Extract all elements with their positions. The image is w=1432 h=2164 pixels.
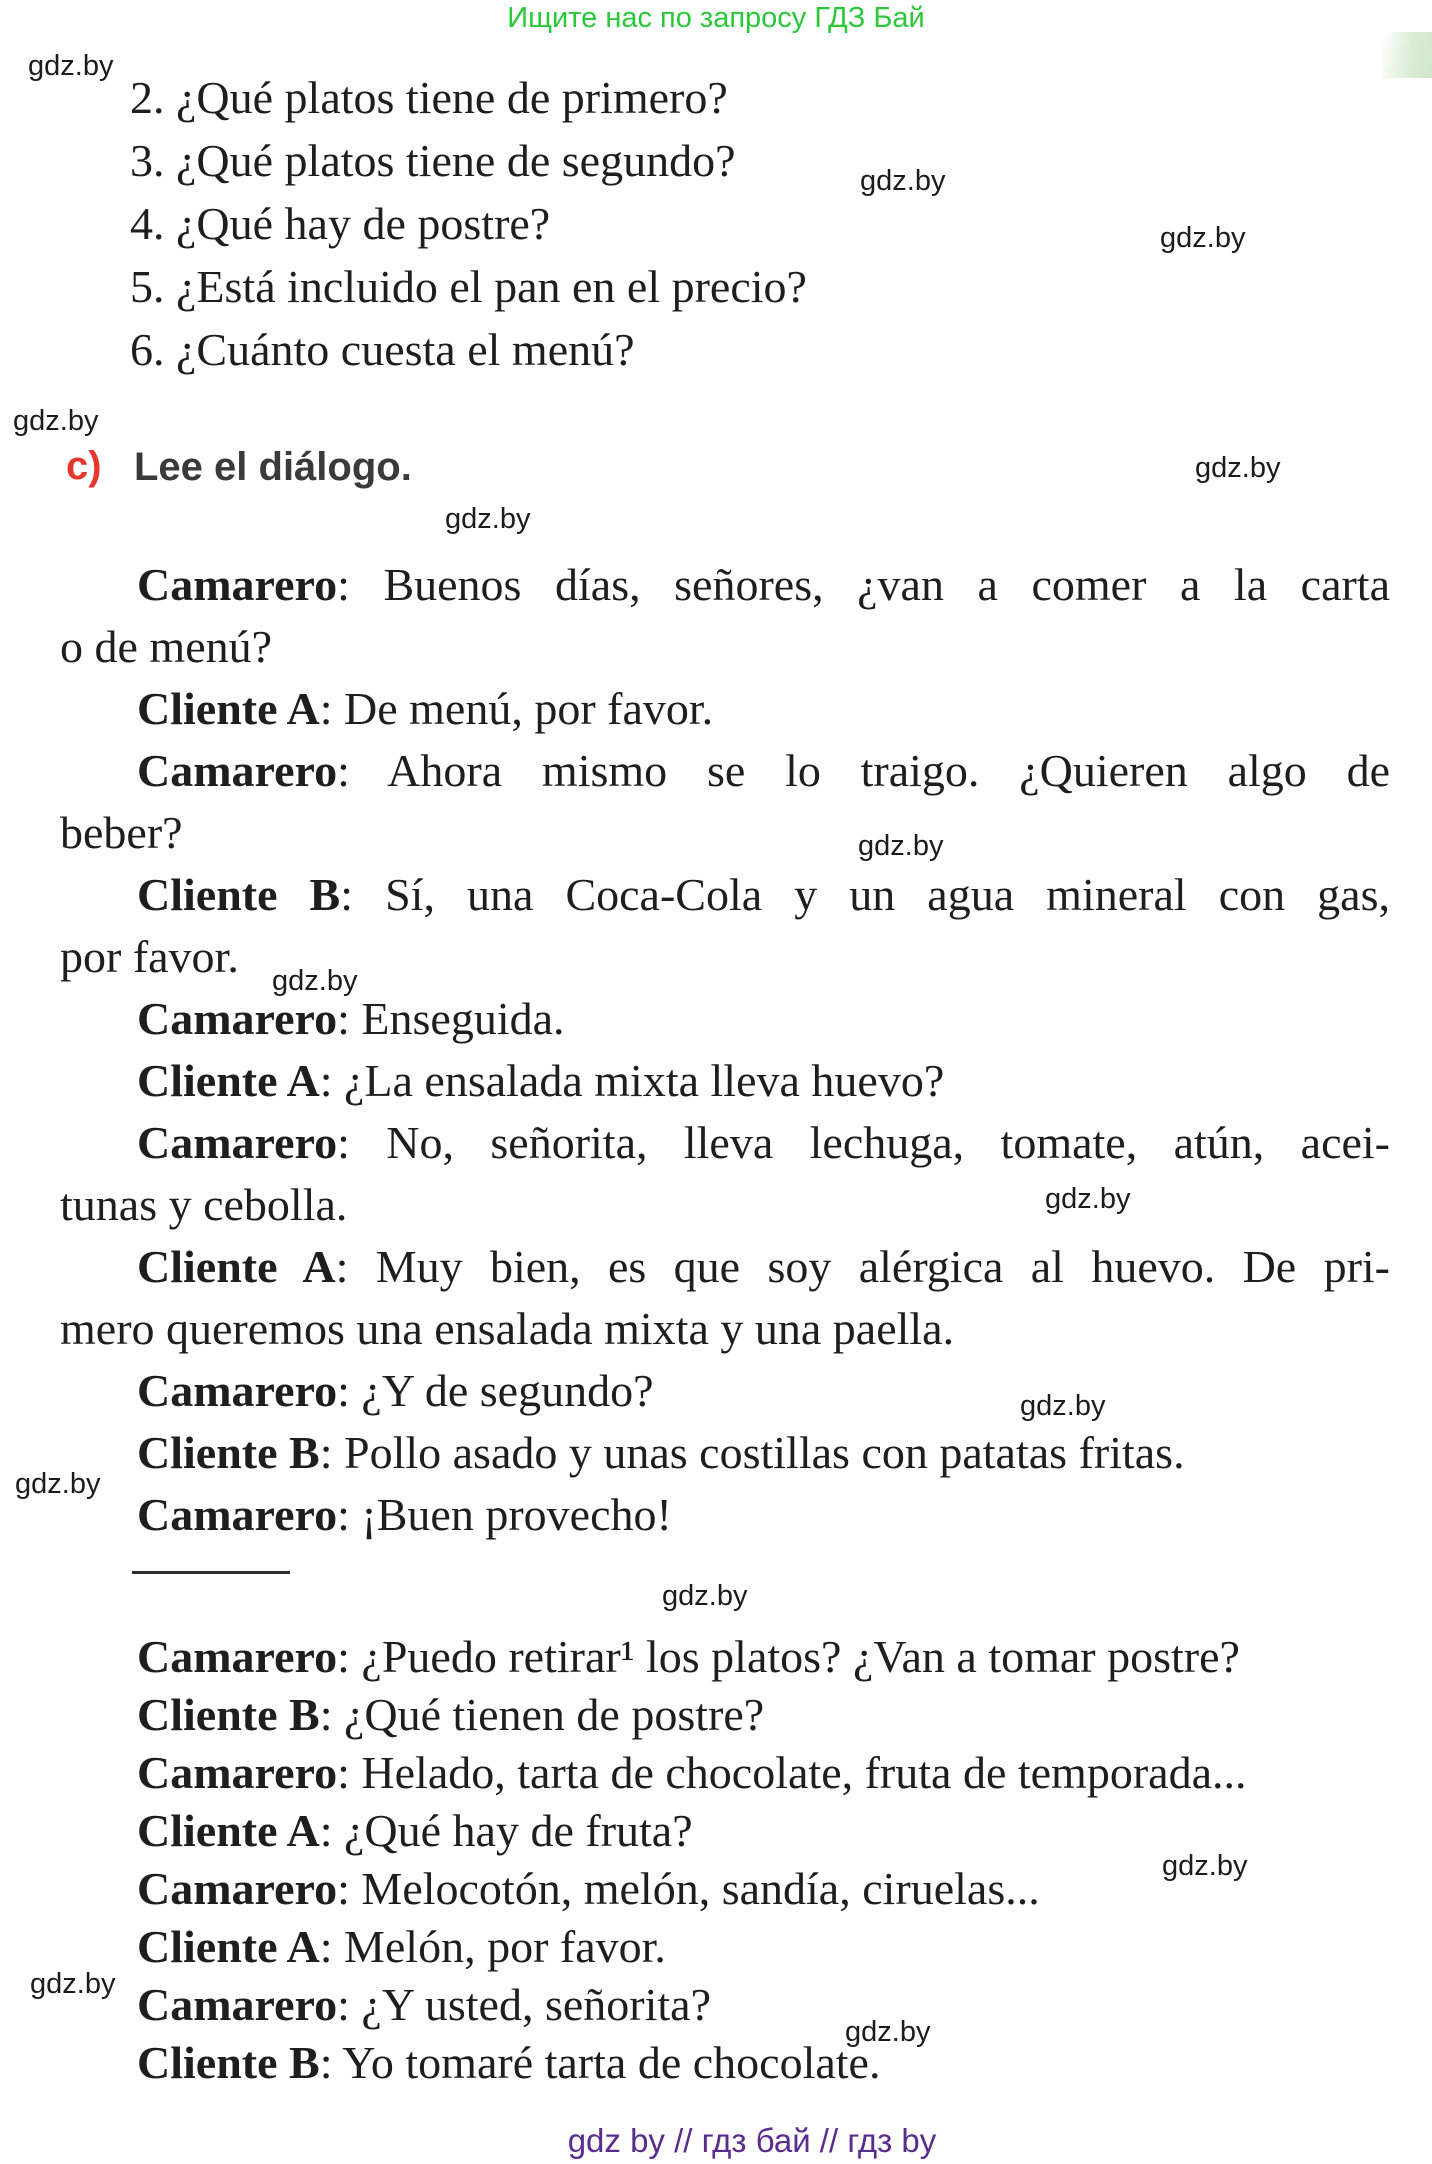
speaker-name: Camarero — [137, 1631, 338, 1682]
watermark-text: gdz.by — [860, 165, 946, 197]
dialogue-paragraph — [60, 740, 1390, 864]
dialogue-paragraph — [60, 1050, 1390, 1112]
dialogue-line: Cliente A: ¿Qué hay de fruta? — [137, 1805, 693, 1856]
speaker-name: Cliente B — [137, 2037, 320, 2088]
dialogue-line: beber? — [60, 807, 183, 858]
promo-banner-top: Ищите нас по запросу ГДЗ Бай — [507, 2, 925, 34]
speaker-name: Camarero — [137, 1863, 338, 1914]
dialogue-paragraph — [60, 1976, 1390, 2034]
dialogue-line: por favor. — [60, 931, 239, 982]
dialogue-paragraph — [60, 554, 1390, 678]
question-number: 5. — [130, 261, 165, 312]
dialogue-line: Camarero: ¿Y de segundo? — [137, 1365, 654, 1416]
dialogue-line: Cliente A: De menú, por favor. — [137, 683, 714, 734]
dialogue-paragraph — [60, 1236, 1390, 1360]
question-text: ¿Cuánto cuesta el menú? — [164, 324, 635, 375]
speaker-name: Cliente A — [137, 1241, 336, 1292]
speaker-name: Cliente A — [137, 683, 320, 734]
dialogue-paragraph — [60, 1686, 1390, 1744]
dialogue-line: Camarero: Helado, tarta de chocolate, fruta de temporada... — [137, 1747, 1247, 1798]
promo-banner-bottom: gdz by // гдз бай // гдз by — [567, 2122, 937, 2159]
speaker-name: Cliente A — [137, 1805, 320, 1856]
speaker-name: Camarero — [137, 1747, 338, 1798]
question-item — [130, 192, 807, 255]
dialogue-line: Cliente A: Muy bien, es que soy alérgica al huevo. De pri- — [137, 1241, 1390, 1292]
dialogue-line: Cliente B: ¿Qué tienen de postre? — [137, 1689, 765, 1740]
watermark-text: gdz.by — [13, 405, 99, 437]
dialogue-paragraph — [60, 988, 1390, 1050]
speaker-name: Camarero — [137, 559, 338, 610]
dialogue-paragraph — [60, 678, 1390, 740]
speaker-name: Cliente B — [137, 1689, 320, 1740]
question-number: 4. — [130, 198, 165, 249]
dialogue-line: Camarero: Melocotón, melón, sandía, ciruelas... — [137, 1863, 1040, 1914]
dialogue-part-1 — [60, 554, 1390, 1546]
watermark-text: gdz.by — [272, 965, 358, 997]
question-text: ¿Qué platos tiene de primero? — [164, 72, 728, 123]
task-instruction: Lee el diálogo. — [134, 445, 412, 489]
watermark-text: gdz.by — [662, 1580, 748, 1612]
dialogue-paragraph — [60, 1112, 1390, 1236]
speaker-name: Camarero — [137, 1489, 338, 1540]
question-list — [130, 66, 807, 381]
speaker-name: Cliente B — [137, 1427, 320, 1478]
speaker-name: Cliente B — [137, 869, 341, 920]
dialogue-line: Camarero: Buenos días, señores, ¿van a comer a la carta — [137, 559, 1390, 610]
speaker-name: Cliente A — [137, 1055, 320, 1106]
task-letter-label: c) — [66, 444, 102, 488]
watermark-text: gdz.by — [1045, 1183, 1131, 1215]
dialogue-line: Camarero: ¡Buen provecho! — [137, 1489, 672, 1540]
question-text: ¿Está incluido el pan en el precio? — [164, 261, 807, 312]
dialogue-line: Camarero: ¿Puedo retirar¹ los platos? ¿Van a tomar postre? — [137, 1631, 1240, 1682]
speaker-name: Camarero — [137, 745, 338, 796]
watermark-text: gdz.by — [30, 1968, 116, 2000]
dialogue-line: Cliente A: Melón, por favor. — [137, 1921, 666, 1972]
dialogue-paragraph — [60, 1360, 1390, 1422]
dialogue-paragraph — [60, 1422, 1390, 1484]
section-divider-rule — [132, 1571, 290, 1574]
watermark-text: gdz.by — [858, 830, 944, 862]
speaker-name: Camarero — [137, 1117, 338, 1168]
dialogue-line: Camarero: Ahora mismo se lo traigo. ¿Quieren algo de — [137, 745, 1390, 796]
dialogue-line: Camarero: Enseguida. — [137, 993, 565, 1044]
question-number: 3. — [130, 135, 165, 186]
dialogue-line: Cliente B: Sí, una Coca-Cola y un agua mineral con gas, — [137, 869, 1390, 920]
dialogue-line: Cliente A: ¿La ensalada mixta lleva huevo? — [137, 1055, 945, 1106]
question-number: 2. — [130, 72, 165, 123]
question-text: ¿Qué platos tiene de segundo? — [164, 135, 736, 186]
watermark-text: gdz.by — [445, 503, 531, 535]
dialogue-line: tunas y cebolla. — [60, 1179, 348, 1230]
page-corner-highlight — [1383, 32, 1432, 78]
speaker-name: Camarero — [137, 1365, 338, 1416]
question-item — [130, 66, 807, 129]
watermark-text: gdz.by — [845, 2016, 931, 2048]
dialogue-line: Cliente B: Pollo asado y unas costillas con patatas fritas. — [137, 1427, 1185, 1478]
dialogue-paragraph — [60, 2034, 1390, 2092]
dialogue-line: Camarero: ¿Y usted, señorita? — [137, 1979, 711, 2030]
speaker-name: Camarero — [137, 1979, 338, 2030]
watermark-text: gdz.by — [1020, 1390, 1106, 1422]
watermark-text: gdz.by — [1160, 222, 1246, 254]
dialogue-paragraph — [60, 1744, 1390, 1802]
dialogue-line: Cliente B: Yo tomaré tarta de chocolate. — [137, 2037, 881, 2088]
dialogue-line: mero queremos una ensalada mixta y una paella. — [60, 1303, 955, 1354]
dialogue-paragraph — [60, 1484, 1390, 1546]
question-item — [130, 129, 807, 192]
dialogue-line: Camarero: No, señorita, lleva lechuga, tomate, atún, acei- — [137, 1117, 1390, 1168]
question-item — [130, 318, 807, 381]
watermark-text: gdz.by — [1162, 1850, 1248, 1882]
speaker-name: Cliente A — [137, 1921, 320, 1972]
question-item — [130, 255, 807, 318]
dialogue-paragraph — [60, 1918, 1390, 1976]
watermark-text: gdz.by — [28, 50, 114, 82]
watermark-text: gdz.by — [15, 1468, 101, 1500]
speaker-name: Camarero — [137, 993, 338, 1044]
dialogue-paragraph — [60, 864, 1390, 988]
question-text: ¿Qué hay de postre? — [164, 198, 551, 249]
dialogue-paragraph — [60, 1628, 1390, 1686]
dialogue-line: o de menú? — [60, 621, 273, 672]
watermark-text: gdz.by — [1195, 452, 1281, 484]
question-number: 6. — [130, 324, 165, 375]
